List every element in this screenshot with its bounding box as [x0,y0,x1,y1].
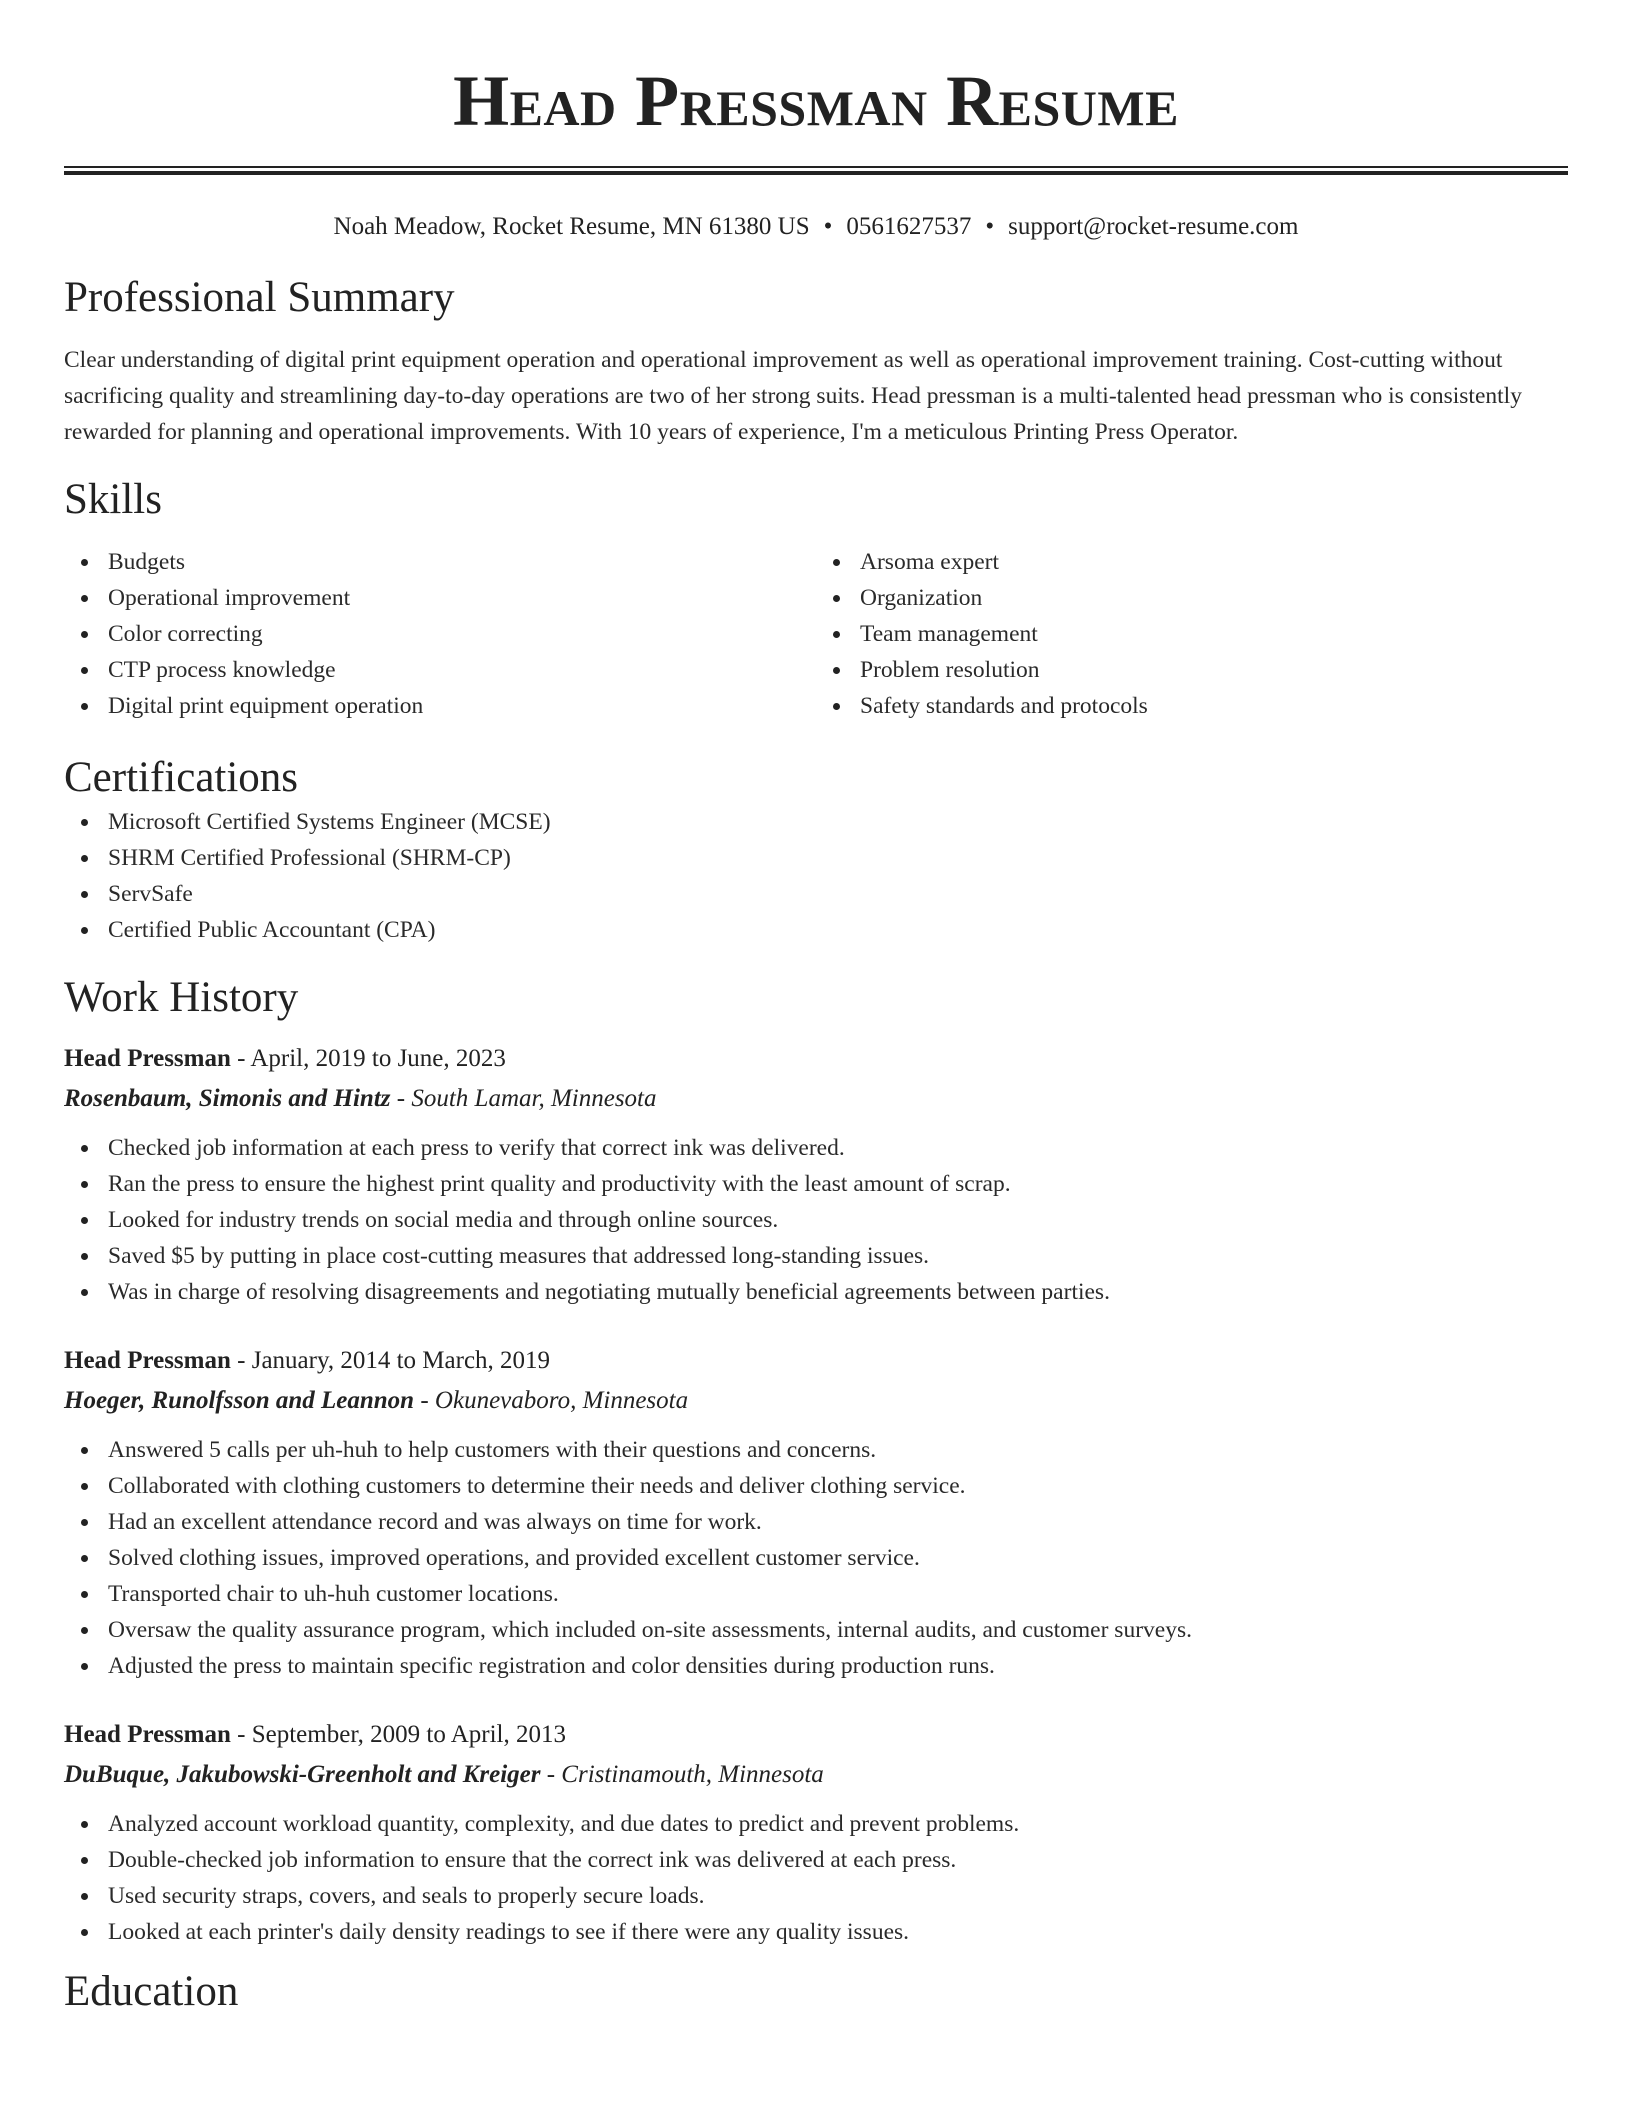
job-entry [64,1342,1568,1684]
summary-heading: Professional Summary [64,274,455,321]
job-duty: Saved $5 by putting in place cost-cutting measures that addressed long-standing issues. [64,1238,1568,1274]
job-duties-list [64,1130,1568,1310]
job-duty: Double-checked job information to ensure that the correct ink was delivered at each press. [64,1842,1568,1878]
contact-phone: 0561627537 [846,213,972,240]
job-dates: - September, 2009 to April, 2013 [230,1721,566,1748]
skill-item: Operational improvement [64,580,816,616]
job-company-line [64,1380,1568,1422]
job-duty: Adjusted the press to maintain specific registration and color densities during production runs. [64,1648,1568,1684]
job-role: Head Pressman [64,1347,231,1374]
job-duty: Looked at each printer's daily density readings to see if there were any quality issues. [64,1914,1568,1950]
certifications-list [64,804,1568,948]
job-company: Rosenbaum, Simonis and Hintz [64,1085,391,1112]
contact-email: support@rocket-resume.com [1008,213,1299,240]
job-duty: Oversaw the quality assurance program, which included on-site assessments, internal audits, and customer surveys. [64,1612,1568,1648]
job-location: - Okunevaboro, Minnesota [414,1387,689,1414]
job-duty: Looked for industry trends on social media and through online sources. [64,1202,1568,1238]
job-company-line [64,1078,1568,1120]
skill-item: Organization [816,580,1568,616]
certification-item: SHRM Certified Professional (SHRM-CP) [64,840,1568,876]
job-duty: Solved clothing issues, improved operations, and provided excellent customer service. [64,1540,1568,1576]
contact-separator: • [823,213,833,240]
job-role: Head Pressman [64,1721,231,1748]
skill-item: CTP process knowledge [64,652,816,688]
contact-address: Noah Meadow, Rocket Resume, MN 61380 US [333,213,810,240]
job-duty: Analyzed account workload quantity, complexity, and due dates to predict and prevent problems. [64,1806,1568,1842]
resume-title: Head Pressman Resume [453,61,1179,141]
job-header [64,1716,1568,1754]
job-duty: Answered 5 calls per uh-huh to help customers with their questions and concerns. [64,1432,1568,1468]
summary-text: Clear understanding of digital print equipment operation and operational improvement as well as operational improvement training. Cost-cutting without sacrificing quality and streamlining day-to-day operations are two of her strong suits. Head pressman is a multi-talented head pressman who is consistently rewarded for planning and operational improvements. With 10 years of experience, I'm a meticulous Printing Press Operator. [64,347,1522,445]
job-location: - Cristinamouth, Minnesota [540,1761,824,1788]
skills-columns [64,544,1568,724]
certification-item: Microsoft Certified Systems Engineer (MCSE) [64,804,1568,840]
job-duty: Ran the press to ensure the highest print quality and productivity with the least amount of scrap. [64,1166,1568,1202]
contact-separator: • [985,213,995,240]
job-company-line [64,1754,1568,1796]
skill-item: Arsoma expert [816,544,1568,580]
job-duty: Checked job information at each press to verify that correct ink was delivered. [64,1130,1568,1166]
skill-item: Budgets [64,544,816,580]
job-dates: - January, 2014 to March, 2019 [230,1347,551,1374]
title-divider [64,166,1568,175]
certification-item: Certified Public Accountant (CPA) [64,912,1568,948]
job-location: - South Lamar, Minnesota [390,1085,657,1112]
job-duty: Collaborated with clothing customers to determine their needs and deliver clothing service. [64,1468,1568,1504]
skill-item: Digital print equipment operation [64,688,816,724]
job-header [64,1040,1568,1078]
skill-item: Safety standards and protocols [816,688,1568,724]
skills-list-right [816,544,1568,724]
job-entry [64,1716,1568,1950]
job-duty: Transported chair to uh-huh customer locations. [64,1576,1568,1612]
job-duty: Had an excellent attendance record and was always on time for work. [64,1504,1568,1540]
education-heading: Education [64,1968,239,2015]
job-company: DuBuque, Jakubowski-Greenholt and Kreiger [64,1761,541,1788]
job-duties-list [64,1806,1568,1950]
job-duties-list [64,1432,1568,1684]
job-role: Head Pressman [64,1045,231,1072]
skills-list-left [64,544,816,724]
skill-item: Team management [816,616,1568,652]
job-duty: Used security straps, covers, and seals to properly secure loads. [64,1878,1568,1914]
skill-item: Color correcting [64,616,816,652]
job-duty: Was in charge of resolving disagreements and negotiating mutually beneficial agreements between parties. [64,1274,1568,1310]
skills-heading: Skills [64,476,162,523]
job-company: Hoeger, Runolfsson and Leannon [64,1387,415,1414]
certification-item: ServSafe [64,876,1568,912]
work-history-heading: Work History [64,974,299,1021]
job-dates: - April, 2019 to June, 2023 [230,1045,506,1072]
job-header [64,1342,1568,1380]
certifications-heading: Certifications [64,754,299,801]
job-entry [64,1040,1568,1310]
skill-item: Problem resolution [816,652,1568,688]
contact-line [64,212,1568,242]
